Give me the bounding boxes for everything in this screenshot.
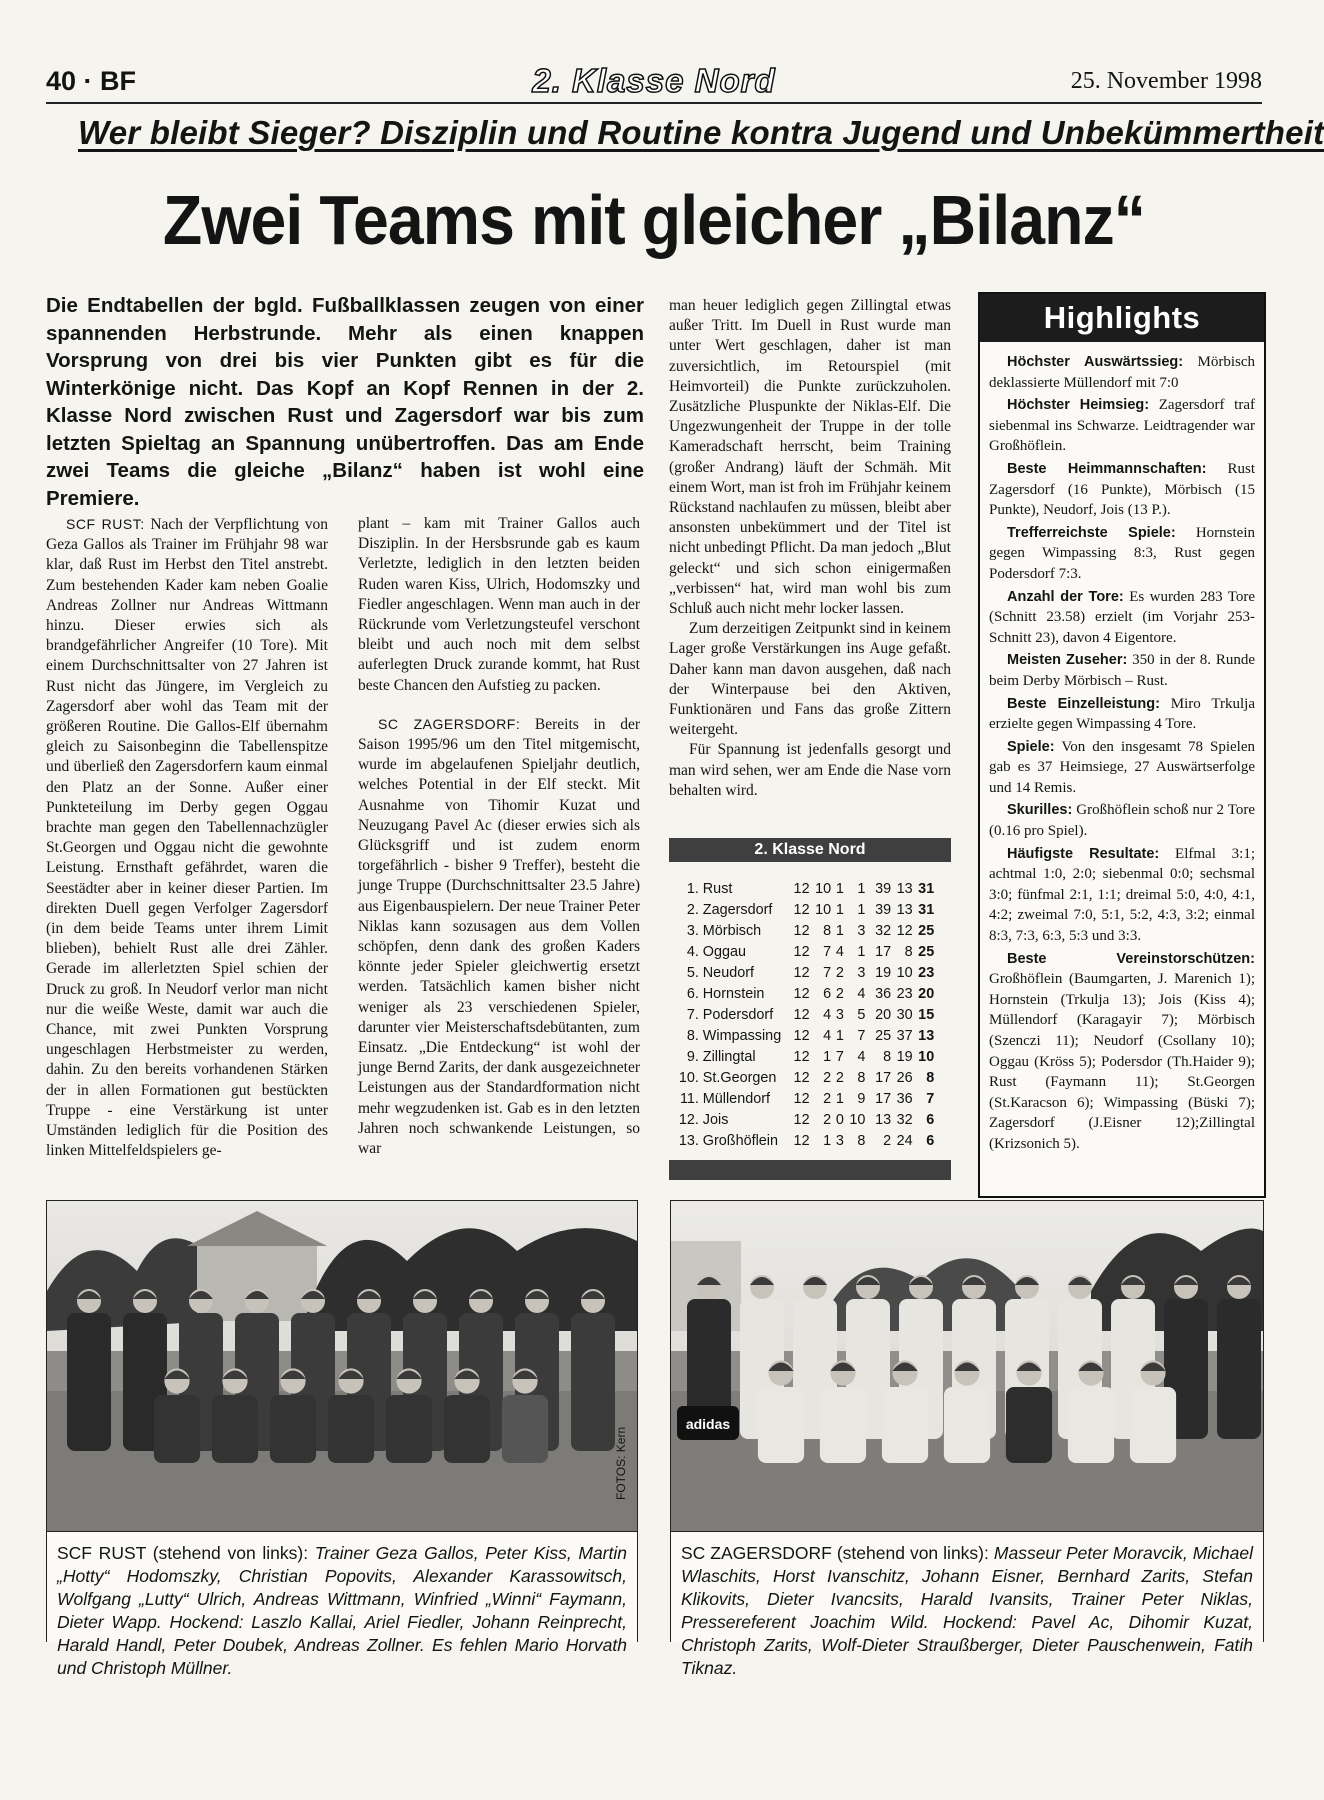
highlight-text: Zagersdorf traf siebenmal ins Schwarze. Leidtragender war Großhöflein. xyxy=(989,397,1255,455)
cell-points: 31 xyxy=(918,880,935,897)
caption-zagersdorf-text: Masseur Peter Moravcik, Michael Wlaschits, Horst Ivanschitz, Johann Eisner, Bernhard Zarits, Stefan Klikovits, Dieter Ivancsits, Harald Ivansits, Trainer Peter Niklas, Pressereferent Joachim Wild. Hockend: Pavel Ac, Dihomir Kuzat, Christoph Zarits, Wolf-Dieter Straußberger, Dieter Pauschenwein, Fatih Tiknaz. xyxy=(681,1543,1253,1678)
standings-row xyxy=(675,962,936,983)
cell-team: Müllendorf xyxy=(702,1090,771,1107)
cell-rank: 7. xyxy=(686,1006,699,1023)
cell-drawn: 4 xyxy=(835,943,844,960)
highlight-text: Großhöflein (Baumgarten, J. Marenich 1); Hornstein (Trkulja 13); Jois (Kiss 4); Müllendorf (Karagayir 7); Mörbisch (Szenczi 11); Neudorf (Csollany 10); Oggau (Kröss 5); Podersdor (Th.Haider 9); Rust (Faymann 11); St.Georgen (St.Karacson 6); Wimpassing (Büski 7); Zagersdorf (J.Eisner 12);Zillingtal (Krizsonich 5). xyxy=(989,971,1255,1152)
highlight-label: Höchster Auswärtssieg: xyxy=(1007,354,1184,370)
standings-row xyxy=(675,878,936,899)
cell-played: 12 xyxy=(793,1048,810,1065)
cell-goals-against: 12 xyxy=(896,922,913,939)
cell-goals-for: 39 xyxy=(875,880,892,897)
highlight-text: Miro Trkulja erzielte gegen Wimpassing 4 Tore. xyxy=(989,695,1255,733)
highlight-item xyxy=(989,949,1255,1155)
cell-drawn: 3 xyxy=(835,1132,844,1149)
cell-points: 15 xyxy=(918,1006,935,1023)
highlight-label: Anzahl der Tore: xyxy=(1007,588,1124,605)
highlight-item xyxy=(989,587,1255,649)
page-number: 40 · BF xyxy=(46,66,137,96)
caption-rust xyxy=(47,1531,637,1678)
cell-rank: 12. xyxy=(678,1111,699,1128)
player-figure xyxy=(1217,1275,1261,1439)
cell-played: 12 xyxy=(793,1132,810,1149)
highlights-title: Highlights xyxy=(980,294,1264,342)
cell-points: 7 xyxy=(926,1090,935,1107)
highlight-item xyxy=(989,459,1255,521)
cell-drawn: 2 xyxy=(835,964,844,981)
standings-row xyxy=(675,899,936,920)
article-lead: Die Endtabellen der bgld. Fußballklassen zeugen von einer spannenden Herbstrunde. Mehr als einen knappen Vorsprung von drei bis vier Punkten gibt es für die Winterkönige nicht. Das Kopf an Kopf Rennen in der 2. Klasse Nord zwischen Rust und Zagersdorf war bis zum letzten Spieltag an Spannung unübertroffen. Das am Ende zwei Teams die gleiche „Bilanz“ haben ist wohl eine Premiere. xyxy=(46,294,644,510)
article-headline: Zwei Teams mit gleicher „Bilanz“ xyxy=(162,181,1146,259)
highlight-item xyxy=(989,737,1255,799)
cell-rank: 11. xyxy=(679,1090,699,1107)
highlight-text: Mörbisch deklassierte Müllendorf mit 7:0 xyxy=(989,354,1255,391)
cell-won: 1 xyxy=(823,1132,832,1149)
caption-rust-text: Trainer Geza Gallos, Peter Kiss, Martin „Hotty“ Hodomszky, Christian Popovits, Alexander Karassowitsch, Wolfgang „Lutty“ Ulrich, Andreas Wittmann, Winfried „Winni“ Faymann, Dieter Wapp. Hockend: Laszlo Kallai, Ariel Fiedler, Johann Reinprecht, Harald Handl, Peter Doubek, Andreas Zollner. Es fehlen Mario Horvath und Christoph Müllner. xyxy=(57,1543,627,1678)
cell-goals-for: 32 xyxy=(875,922,892,939)
cell-points: 10 xyxy=(918,1048,935,1065)
highlight-text: Hornstein gegen Wimpassing 8:3, Rust gegen Podersdorf 7:3. xyxy=(989,524,1255,582)
team-photo-zagersdorf-image xyxy=(671,1201,1263,1531)
cell-drawn: 1 xyxy=(835,1027,844,1044)
highlight-label: Skurilles: xyxy=(1007,802,1073,819)
cell-lost: 1 xyxy=(857,943,866,960)
cell-goals-against: 10 xyxy=(896,964,913,981)
team-photo-rust xyxy=(46,1200,638,1678)
cell-won: 10 xyxy=(815,901,832,918)
cell-drawn: 1 xyxy=(835,880,844,897)
page-header xyxy=(46,62,1262,104)
cell-played: 12 xyxy=(793,985,810,1002)
cell-team: St.Georgen xyxy=(702,1069,777,1086)
cell-rank: 5. xyxy=(686,964,699,981)
cell-lost: 10 xyxy=(849,1111,866,1128)
standings-row xyxy=(675,1046,936,1067)
cell-rank: 1. xyxy=(686,880,699,897)
section-label-rust: SCF RUST: xyxy=(66,516,145,532)
cell-lost: 1 xyxy=(857,901,866,918)
cell-won: 7 xyxy=(823,943,832,960)
cell-won: 4 xyxy=(823,1006,832,1023)
cell-played: 12 xyxy=(793,901,810,918)
cell-team: Großhöflein xyxy=(702,1132,779,1149)
cell-goals-for: 25 xyxy=(875,1027,892,1044)
cell-goals-against: 26 xyxy=(896,1069,913,1086)
cell-team: Neudorf xyxy=(702,964,755,981)
team-photo-zagersdorf xyxy=(670,1200,1264,1678)
closing-paragraph: Für Spannung ist jedenfalls gesorgt und man wird sehen, wer am Ende die Nase vorn behalten wird. xyxy=(669,741,951,799)
caption-rust-lead: SCF RUST (stehend von links): xyxy=(57,1543,309,1563)
cell-won: 2 xyxy=(823,1069,832,1086)
cell-rank: 13. xyxy=(678,1132,699,1149)
cell-points: 25 xyxy=(918,943,935,960)
highlight-label: Meisten Zuseher: xyxy=(1007,652,1128,669)
highlight-text: Großhöflein schoß nur 2 Tore (0.16 pro Spiel). xyxy=(989,802,1255,840)
cell-points: 6 xyxy=(926,1132,935,1149)
cell-goals-against: 13 xyxy=(896,901,913,918)
cell-lost: 1 xyxy=(857,880,866,897)
cell-won: 6 xyxy=(823,985,832,1002)
cell-rank: 6. xyxy=(686,985,699,1002)
cell-drawn: 1 xyxy=(835,901,844,918)
cell-won: 1 xyxy=(823,1048,832,1065)
cell-points: 20 xyxy=(918,985,935,1002)
issue-date: 25. November 1998 xyxy=(1070,68,1262,94)
standings-table xyxy=(675,878,936,1151)
highlight-item xyxy=(989,844,1255,947)
standings-footer-bar xyxy=(669,1160,951,1180)
cell-points: 31 xyxy=(918,901,935,918)
cell-drawn: 3 xyxy=(835,1006,844,1023)
cell-points: 25 xyxy=(918,922,935,939)
cell-goals-against: 19 xyxy=(896,1048,913,1065)
highlight-label: Höchster Heimsieg: xyxy=(1007,397,1150,414)
cell-goals-against: 23 xyxy=(896,985,913,1002)
standings-row xyxy=(675,1004,936,1025)
highlight-label: Beste Vereinstorschützen: xyxy=(1007,950,1255,967)
cell-team: Jois xyxy=(702,1111,729,1128)
standings-box xyxy=(669,838,951,1180)
cell-points: 6 xyxy=(926,1111,935,1128)
cell-lost: 9 xyxy=(857,1090,866,1107)
cell-team: Wimpassing xyxy=(702,1027,782,1044)
cell-goals-for: 19 xyxy=(875,964,892,981)
cell-drawn: 2 xyxy=(835,1069,844,1086)
standings-row xyxy=(675,1025,936,1046)
cell-drawn: 0 xyxy=(835,1111,844,1128)
cell-goals-for: 8 xyxy=(883,1048,892,1065)
cell-rank: 8. xyxy=(686,1027,699,1044)
highlight-text: 350 in der 8. Runde beim Derby Mörbisch – Rust. xyxy=(989,652,1256,689)
cell-won: 2 xyxy=(823,1090,832,1107)
highlights-list xyxy=(989,352,1255,1157)
cell-team: Rust xyxy=(702,880,733,897)
standings-title: 2. Klasse Nord xyxy=(669,838,951,862)
cell-goals-for: 39 xyxy=(875,901,892,918)
cell-lost: 3 xyxy=(857,922,866,939)
cell-drawn: 7 xyxy=(835,1048,844,1065)
cell-points: 13 xyxy=(918,1027,935,1044)
outlook-paragraph: Zum derzeitigen Zeitpunkt sind in keinem Lager große Verstärkungen ins Auge gefaßt. Daher kann man davon ausgehen, daß nach der Winterpause bei den Aktiven, Funktionären und Fans das große Zittern weitergeht. xyxy=(669,620,951,739)
standings-row xyxy=(675,941,936,962)
cell-drawn: 1 xyxy=(835,1090,844,1107)
cell-rank: 4. xyxy=(686,943,699,960)
highlight-item xyxy=(989,650,1255,691)
highlight-label: Beste Einzelleistung: xyxy=(1007,695,1160,712)
standings-row xyxy=(675,920,936,941)
cell-played: 12 xyxy=(793,880,810,897)
cell-goals-against: 8 xyxy=(904,943,913,960)
cell-won: 2 xyxy=(823,1111,832,1128)
cell-team: Zagersdorf xyxy=(702,901,773,918)
highlight-text: Elfmal 3:1; achtmal 1:0, 2:0; siebenmal 0:0; sechsmal 3:0; fünfmal 2:1, 1:1; dreimal 5:0, 4:0, 4:1, 4:2; zweimal 7:0, 5:1, 5:2, 4:3, 3:2; einmal 8:3, 7:3, 6:3, 5:3 und 3:3. xyxy=(989,845,1255,945)
cell-drawn: 2 xyxy=(835,985,844,1002)
highlight-item xyxy=(989,352,1255,393)
cell-team: Podersdorf xyxy=(702,1006,774,1023)
zagersdorf-paragraph-continued: man heuer lediglich gegen Zillingtal etwas außer Tritt. Im Duell in Rust wurde man unter Wert geschlagen, daher ist man zuversichtlich, im Retourspiel (mit Heimvorteil) die Punkte zurückzuholen. Zusätzliche Pluspunkte der Niklas-Elf. Die Ungezwungenheit der Truppe in der tolle Kameradschaft herrscht, beim Training (großer Andrang) läuft der Schmäh. Mit einem Wort, man ist froh im Frühjahr keinem Rückstand nachlaufen zu müssen, bleibt aber ansonsten unbekümmert und der Titel ist nicht unbedingt Pflicht. Da man jedoch „Blut geleckt“ und sich schon einigermaßen „verbissen“ hat, wird man wohl bis zum Schluß auch nicht mehr locker lassen. xyxy=(669,297,951,618)
cell-goals-for: 36 xyxy=(875,985,892,1002)
cell-goals-for: 17 xyxy=(875,1090,892,1107)
cell-lost: 3 xyxy=(857,964,866,981)
caption-zagersdorf-lead: SC ZAGERSDORF (stehend von links): xyxy=(681,1543,989,1563)
player-figure xyxy=(67,1289,111,1451)
cell-played: 12 xyxy=(793,943,810,960)
cell-played: 12 xyxy=(793,1027,810,1044)
cell-goals-against: 24 xyxy=(896,1132,913,1149)
highlight-text: Rust Zagersdorf (16 Punkte), Mörbisch (15 Punkte), Neudorf, Jois (13 P.). xyxy=(989,460,1255,519)
article-column-2 xyxy=(358,514,640,1159)
highlight-text: Von den insgesamt 78 Spielen gab es 37 Heimsiege, 27 Auswärtserfolge und 14 Remis. xyxy=(989,738,1255,796)
cell-won: 7 xyxy=(823,964,832,981)
photo-credit: FOTOS: Kern xyxy=(614,1426,628,1500)
cell-won: 10 xyxy=(815,880,832,897)
cell-won: 8 xyxy=(823,922,832,939)
highlight-text: Es wurden 283 Tore (Schnitt 23.58) erzielt (im Vorjahr 253-Schnitt 23), davon 4 Eigentore. xyxy=(989,588,1256,646)
zagersdorf-paragraph: Bereits in der Saison 1995/96 um den Titel mitgemischt, wurde im abgelaufenen Spieljahr deutlich, welches Potential in der Elf steckt. Mit Ausnahme von Tihomir Kuzat und Neuzugang Pavel Ac (dieser erwies sich als Glücksgriff und ist zudem enorm torgefährlich - bisher 9 Treffer), besteht die junge Truppe (Durchschnittsalter 23.5 Jahre) aus Eigenbauspielern. Der neue Trainer Peter Niklas kann sozusagen aus dem Vollen schöpfen, denn dank des großen Kaders könnte jeder Spieler gleichwertig ersetzt werden. Tatsächlich kamen bisher nicht weniger als 23 verschiedenen Spieler, darunter vier Meisterschaftsdebütanten, zum Einsatz. „Die Entdeckung“ ist wohl der junge Bernd Zarits, der dank ausgezeichneter Leistungen aus der Standardformation nicht mehr wegzudenken ist. Gab es in den letzten Jahren noch schwankende Leistungen, so war xyxy=(358,715,640,1158)
cell-points: 23 xyxy=(918,964,935,981)
cell-drawn: 1 xyxy=(835,922,844,939)
standings-row xyxy=(675,1067,936,1088)
cell-goals-for: 17 xyxy=(875,943,892,960)
standings-row xyxy=(675,1109,936,1130)
standings-row xyxy=(675,983,936,1004)
highlight-item xyxy=(989,800,1255,841)
cell-goals-against: 13 xyxy=(896,880,913,897)
cell-points: 8 xyxy=(926,1069,935,1086)
highlights-box xyxy=(978,292,1266,1198)
standings-row xyxy=(675,1130,936,1151)
highlight-label: Trefferreichste Spiele: xyxy=(1007,524,1176,541)
cell-goals-for: 20 xyxy=(875,1006,892,1023)
cell-goals-against: 30 xyxy=(896,1006,913,1023)
team-photo-rust-image xyxy=(47,1201,637,1531)
cell-lost: 7 xyxy=(857,1027,866,1044)
cell-team: Oggau xyxy=(702,943,747,960)
cell-rank: 2. xyxy=(686,901,699,918)
cell-played: 12 xyxy=(793,1006,810,1023)
highlight-label: Spiele: xyxy=(1007,738,1055,755)
cell-lost: 8 xyxy=(857,1069,866,1086)
cell-played: 12 xyxy=(793,1069,810,1086)
player-figure xyxy=(571,1289,615,1451)
cell-played: 12 xyxy=(793,964,810,981)
article-column-3 xyxy=(669,296,951,801)
article-column-1 xyxy=(46,514,328,1162)
cell-team: Zillingtal xyxy=(702,1048,756,1065)
article-kicker: Wer bleibt Sieger? Disziplin und Routine kontra Jugend und Unbekümmertheit xyxy=(78,114,1324,151)
cell-lost: 4 xyxy=(857,1048,866,1065)
cell-played: 12 xyxy=(793,922,810,939)
cell-lost: 8 xyxy=(857,1132,866,1149)
highlight-item xyxy=(989,395,1255,457)
section-label-zagersdorf: SC ZAGERSDORF: xyxy=(378,715,521,732)
cell-team: Mörbisch xyxy=(702,922,762,939)
rust-paragraph-continued: plant – kam mit Trainer Gallos auch Disziplin. In der Hersbsrunde gab es kaum Verletzte, lediglich in den letzten beiden Ruden waren Kiss, Ulrich, Hodomszky und Fiedler angeschlagen. Wenn man auch in der Rückrunde vom Verletzungsteufel verschont bleibt und auch noch mit dem selbst auferlegten Druck zurande kommt, hat Rust beste Chancen den Aufstieg zu packen. xyxy=(358,515,640,694)
highlight-item xyxy=(989,523,1255,585)
cell-played: 12 xyxy=(793,1111,810,1128)
cell-rank: 9. xyxy=(686,1048,699,1065)
cell-goals-for: 13 xyxy=(875,1111,892,1128)
cell-goals-against: 37 xyxy=(896,1027,913,1044)
cell-goals-for: 2 xyxy=(883,1132,892,1149)
cell-goals-against: 32 xyxy=(896,1111,913,1128)
cell-team: Hornstein xyxy=(702,985,765,1002)
highlight-label: Beste Heimmannschaften: xyxy=(1007,460,1207,477)
highlight-label: Häufigste Resultate: xyxy=(1007,845,1160,862)
cell-goals-against: 36 xyxy=(896,1090,913,1107)
cell-played: 12 xyxy=(793,1090,810,1107)
cell-lost: 4 xyxy=(857,985,866,1002)
cell-rank: 3. xyxy=(686,922,699,939)
highlight-item xyxy=(989,694,1255,735)
cell-rank: 10. xyxy=(678,1069,699,1086)
cell-lost: 5 xyxy=(857,1006,866,1023)
section-title: 2. Klasse Nord xyxy=(532,62,776,99)
rust-paragraph: Nach der Verpflichtung von Geza Gallos als Trainer im Frühjahr 98 war klar, daß Rust im Herbst den Titel anstrebt. Zum bestehenden Kader kam neben Goalie Andreas Zollner nur Andreas Wittmann hinzu. Dieser erwies sich als brandgefährlicher Angreifer (10 Tore). Mit einem Durchschnittsalter von 27 Jahren ist Rust nicht das Jüngere, im Vergleich zu Zagersdorf aber wohl das Team mit der größeren Routine. Die Gallos-Elf übernahm gleich zu Saisonbeginn die Tabellenspitze und überließ den Zagersdorfern kaum einmal den Platz an der Sonne. Außer einer Punkteteilung im Derby gegen Oggau brachte man gegen den Tabellennachzügler St.Georgen und Oggau nicht die gewohnte Leistung. Ernsthaft gefährdet, waren die Seestädter aber in keiner dieser Partien. Im direkten Duell gegen Verfolger Zagersdorf (in dem beide Teams unter ihrem Limit blieben), behielt Rust alle drei Zähler. Gerade im allerletzten Spiel schien der Druck zu groß. In Neudorf verlor man nicht nur die weiße Weste, damit war auch die Chance, mit zwei Punkten Vorsprung ungeschlagen Herbstmeister zu werden, dahin. Zu den bereits vorhandenen Stärken der in allen Formationen gut bestückten Truppe - eine Verstärkung ist unter Umständen lediglich für die Position des linken Mittelfeldspielers ge- xyxy=(46,516,329,1160)
cell-goals-for: 17 xyxy=(875,1069,892,1086)
sports-bag-logo: adidas xyxy=(685,1416,731,1432)
caption-zagersdorf xyxy=(671,1531,1263,1678)
standings-row xyxy=(675,1088,936,1109)
cell-won: 4 xyxy=(823,1027,832,1044)
